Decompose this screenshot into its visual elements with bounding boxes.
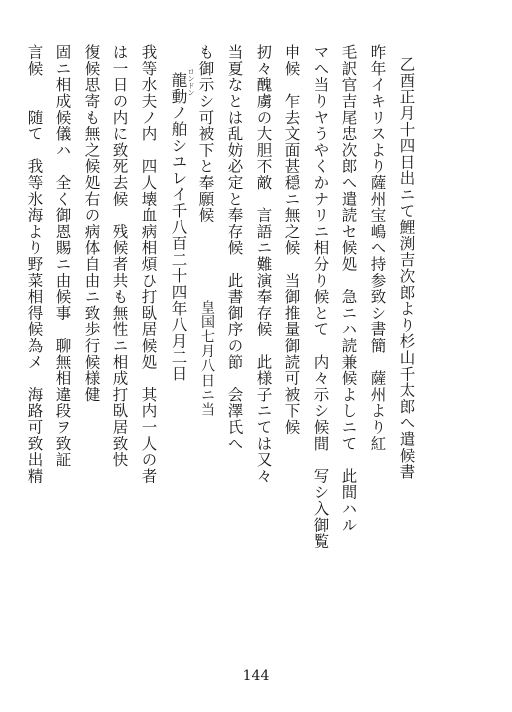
text-column-11: は一日の内に致死去候 残候者共も無性ニ相成打臥居致快	[110, 44, 129, 468]
text-column-12: 復候思寄も無之候処右の病体自由ニ致歩行候様健	[82, 44, 101, 403]
ruby-annotation: ロンドン	[187, 68, 195, 96]
text-column-8: も御示シ可被下と奉願候	[196, 44, 215, 224]
text-column-7: 当夏なとは乱妨必定と奉存候 此書御序の節 会澤氏へ	[225, 44, 244, 452]
text-column-9: 龍動ノ舶シユレイ千八百二十四年八月二日	[169, 72, 188, 382]
text-column-14: 言候 随て 我等氷海より野菜相得候為メ 海路可致出精	[25, 44, 44, 485]
text-column-1: 乙酉正月十四日出ニて鯉渕吉次郎より杉山千太郎へ遣候書	[397, 56, 416, 480]
text-column-10: 我等水夫ノ内 四人壊血病相煩ひ打臥居候処 其内一人の者	[139, 44, 158, 485]
page-number: 144	[242, 668, 270, 684]
text-column-2: 昨年イキリスより薩州宝嶋へ持参致シ書簡 薩州より紅	[368, 44, 387, 452]
text-column-6: 扨々醜虜の大胆不敵 言語ニ難演奉存候 此様子ニては又々	[254, 44, 273, 485]
text-column-4: マへ当りヤうやくかナリニ相分り候とて 内々示シ候間 写シ入御覧	[311, 44, 330, 550]
text-column-3: 毛訳官吉尾忠次郎へ遣読セ候処 急ニハ読兼候よしニて 此間ハル	[339, 44, 358, 533]
text-column-5: 申候 乍去文面甚穏ニ無之候 当御推量御読可被下候	[282, 44, 301, 436]
text-column-13: 固ニ相成候儀ハ 全く御恩賜ニ由候事 聊無相違段ヲ致証	[53, 44, 72, 468]
date-note-column: 皇国七月八日ニ当	[199, 300, 215, 417]
